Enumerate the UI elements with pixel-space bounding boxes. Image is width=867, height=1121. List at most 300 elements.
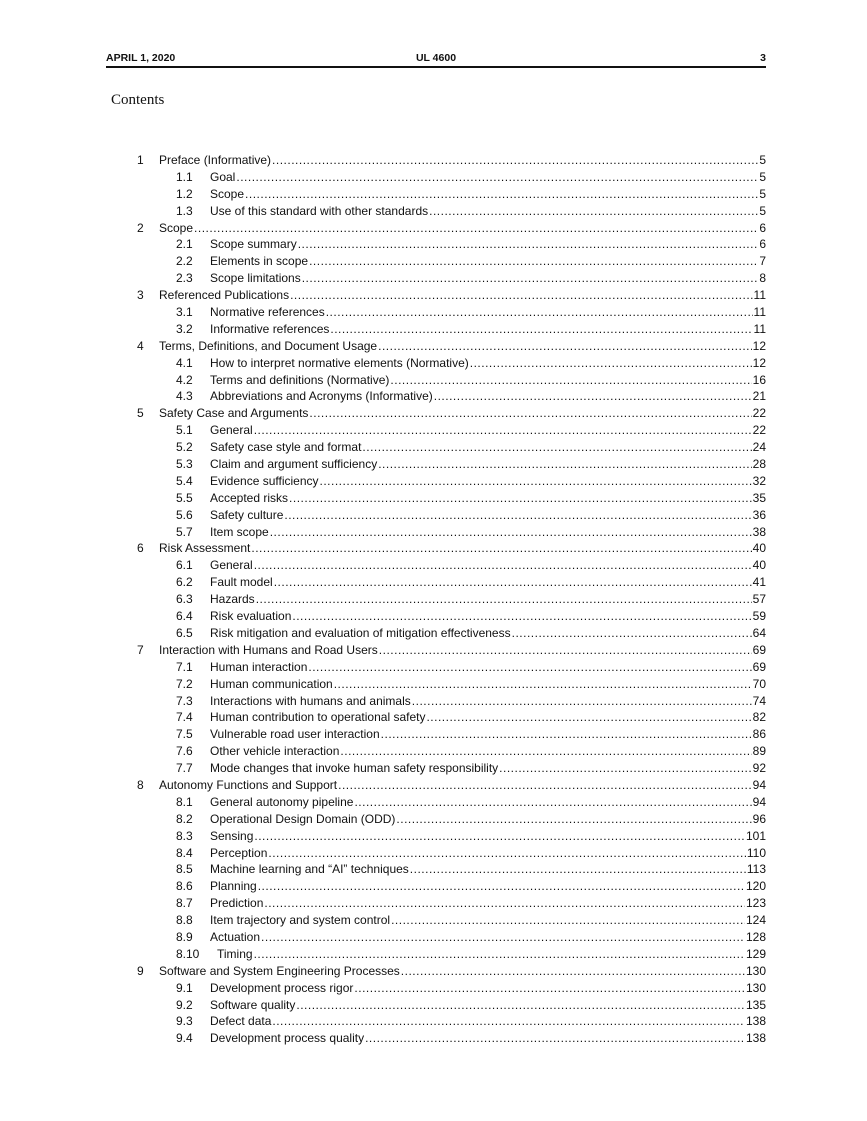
toc-subsection-row [0, 861, 867, 878]
toc-leader-dots [334, 676, 752, 693]
toc-page-number: 36 [752, 507, 766, 522]
toc-subsection-row [0, 388, 867, 405]
toc-page-number: 94 [752, 794, 766, 809]
toc-entry [159, 540, 766, 557]
toc-leader-dots [390, 372, 751, 389]
toc-page-number: 94 [752, 777, 766, 792]
toc-title: Claim and argument sufficiency [210, 457, 378, 472]
toc-page-number: 11 [753, 288, 766, 303]
toc-leader-dots [274, 574, 752, 591]
toc-subsection-row [0, 355, 867, 372]
toc-number: 9 [137, 963, 144, 978]
toc-title: Sensing [210, 828, 254, 843]
toc-page-number: 12 [752, 355, 766, 370]
toc-leader-dots [298, 236, 759, 253]
toc-leader-dots [261, 929, 745, 946]
toc-page-number: 5 [759, 169, 766, 184]
toc-title: Referenced Publications [159, 288, 290, 303]
toc-subsection-row [0, 946, 867, 963]
toc-number: 8 [137, 777, 144, 792]
toc-leader-dots [284, 507, 751, 524]
toc-number: 6.4 [176, 609, 193, 624]
toc-entry [210, 574, 766, 591]
toc-page-number: 64 [752, 625, 766, 640]
toc-entry [210, 355, 766, 372]
toc-number: 6.2 [176, 575, 193, 590]
toc-subsection-row [0, 1013, 867, 1030]
toc-title: Informative references [210, 321, 330, 336]
toc-page-number: 41 [752, 575, 766, 590]
toc-page-number: 128 [745, 929, 766, 944]
toc-section-row [0, 642, 867, 659]
toc-page-number: 92 [752, 761, 766, 776]
toc-page-number: 124 [745, 913, 766, 928]
toc-page-number: 129 [745, 946, 766, 961]
toc-page-number: 16 [752, 372, 766, 387]
toc-title: Mode changes that invoke human safety responsibility [210, 761, 499, 776]
toc-page-number: 5 [759, 186, 766, 201]
toc-entry [159, 338, 766, 355]
toc-subsection-row [0, 507, 867, 524]
toc-title: Normative references [210, 305, 325, 320]
toc-title: Prediction [210, 896, 264, 911]
toc-title: Safety culture [210, 507, 284, 522]
toc-title: Accepted risks [210, 490, 289, 505]
toc-page-number: 120 [745, 879, 766, 894]
toc-page-number: 40 [752, 558, 766, 573]
toc-number: 8.1 [176, 794, 193, 809]
toc-leader-dots [289, 490, 752, 507]
header-page-number: 3 [760, 52, 766, 64]
toc-title: Development process rigor [210, 980, 354, 995]
toc-title: Vulnerable road user interaction [210, 727, 380, 742]
toc-entry [159, 405, 766, 422]
toc-leader-dots [268, 845, 745, 862]
toc-page-number: 130 [745, 980, 766, 995]
toc-title: Preface (Informative) [159, 153, 272, 167]
toc-page-number: 8 [759, 271, 766, 286]
toc-title: Abbreviations and Acronyms (Informative) [210, 389, 433, 404]
toc-number: 5 [137, 406, 144, 421]
toc-number: 6 [137, 541, 144, 556]
table-of-contents [0, 152, 867, 1047]
toc-title: Planning [210, 879, 257, 894]
toc-number: 8.7 [176, 896, 193, 911]
toc-title: General autonomy pipeline [210, 794, 354, 809]
toc-entry [159, 287, 766, 304]
toc-title: Development process quality [210, 1031, 365, 1046]
toc-number: 5.1 [176, 423, 193, 438]
toc-entry [210, 507, 766, 524]
toc-number: 2.2 [176, 254, 193, 269]
toc-leader-dots [410, 861, 746, 878]
toc-subsection-row [0, 828, 867, 845]
toc-page-number: 35 [752, 490, 766, 505]
toc-section-row [0, 405, 867, 422]
toc-leader-dots [426, 709, 751, 726]
toc-section-row [0, 152, 867, 169]
toc-title: Perception [210, 845, 268, 860]
toc-leader-dots [254, 828, 745, 845]
toc-title: Use of this standard with other standards [210, 203, 429, 218]
toc-page-number: 69 [752, 642, 766, 657]
toc-page-number: 113 [746, 862, 766, 877]
toc-number: 4.1 [176, 355, 193, 370]
toc-entry [210, 321, 766, 338]
toc-leader-dots [236, 169, 758, 186]
toc-number: 8.10 [176, 946, 200, 961]
toc-subsection-row [0, 608, 867, 625]
toc-number: 4.2 [176, 372, 193, 387]
toc-entry [210, 608, 766, 625]
toc-entry [210, 726, 766, 743]
toc-number: 9.4 [176, 1031, 193, 1046]
toc-number: 7.3 [176, 693, 193, 708]
toc-leader-dots [470, 355, 752, 372]
toc-leader-dots [412, 693, 752, 710]
toc-page-number: 12 [752, 338, 766, 353]
toc-number: 7.4 [176, 710, 193, 725]
toc-entry [210, 760, 766, 777]
toc-entry [210, 456, 766, 473]
toc-page-number: 135 [745, 997, 766, 1012]
toc-entry [210, 693, 766, 710]
toc-page-number: 38 [752, 524, 766, 539]
toc-page-number: 32 [752, 473, 766, 488]
toc-subsection-row [0, 253, 867, 270]
toc-entry [210, 524, 766, 541]
toc-subsection-row [0, 743, 867, 760]
toc-title: Autonomy Functions and Support [159, 777, 338, 792]
toc-number: 9.1 [176, 980, 193, 995]
toc-subsection-row [0, 997, 867, 1014]
toc-entry [210, 743, 766, 760]
toc-entry [210, 422, 766, 439]
toc-leader-dots [354, 980, 745, 997]
toc-subsection-row [0, 693, 867, 710]
toc-leader-dots [309, 253, 758, 270]
toc-leader-dots [396, 811, 751, 828]
toc-entry [210, 203, 766, 220]
toc-subsection-row [0, 490, 867, 507]
contents-title: Contents [111, 92, 165, 108]
toc-subsection-row [0, 270, 867, 287]
toc-number: 5.5 [176, 490, 193, 505]
toc-title: Software quality [210, 997, 296, 1012]
toc-leader-dots [434, 388, 752, 405]
toc-entry [210, 625, 766, 642]
toc-entry [210, 980, 766, 997]
toc-title: Software and System Engineering Processes [159, 963, 400, 978]
toc-title: Interactions with humans and animals [210, 693, 411, 708]
toc-leader-dots [292, 608, 751, 625]
toc-entry [210, 253, 766, 270]
toc-number: 4.3 [176, 389, 193, 404]
toc-title: General [210, 558, 253, 573]
toc-entry [210, 811, 766, 828]
toc-title: Human interaction [210, 659, 308, 674]
toc-subsection-row [0, 895, 867, 912]
toc-number: 2.3 [176, 271, 193, 286]
toc-subsection-row [0, 1030, 867, 1047]
toc-leader-dots [270, 524, 752, 541]
toc-leader-dots [354, 794, 751, 811]
toc-page-number: 138 [745, 1014, 766, 1029]
toc-subsection-row [0, 676, 867, 693]
toc-title: Item trajectory and system control [210, 913, 391, 928]
toc-number: 8.4 [176, 845, 193, 860]
toc-page-number: 5 [759, 153, 766, 167]
toc-number: 3.2 [176, 321, 193, 336]
toc-title: Safety case style and format [210, 440, 362, 455]
toc-entry [159, 220, 766, 237]
toc-entry [210, 1030, 766, 1047]
toc-page-number: 82 [752, 710, 766, 725]
toc-leader-dots [340, 743, 751, 760]
toc-title: General [210, 423, 253, 438]
toc-title: Item scope [210, 524, 269, 539]
toc-leader-dots [254, 557, 752, 574]
toc-page-number: 110 [746, 845, 766, 860]
toc-leader-dots [391, 912, 745, 929]
toc-subsection-row [0, 845, 867, 862]
toc-title: Elements in scope [210, 254, 309, 269]
toc-leader-dots [381, 726, 752, 743]
toc-subsection-row [0, 473, 867, 490]
toc-entry [210, 828, 766, 845]
toc-number: 6.3 [176, 592, 193, 607]
toc-leader-dots [378, 338, 752, 355]
toc-subsection-row [0, 912, 867, 929]
toc-leader-dots [256, 591, 752, 608]
toc-number: 8.9 [176, 929, 193, 944]
toc-number: 5.3 [176, 457, 193, 472]
toc-title: Other vehicle interaction [210, 744, 340, 759]
toc-number: 1.1 [176, 169, 193, 184]
toc-entry [159, 963, 766, 980]
page-header [106, 52, 766, 68]
toc-title: Scope limitations [210, 271, 301, 286]
toc-page-number: 22 [752, 406, 766, 421]
toc-subsection-row [0, 574, 867, 591]
toc-subsection-row [0, 203, 867, 220]
toc-title: Human contribution to operational safety [210, 710, 426, 725]
toc-title: Risk evaluation [210, 609, 292, 624]
toc-page-number: 57 [752, 592, 766, 607]
toc-subsection-row [0, 591, 867, 608]
toc-entry [210, 861, 766, 878]
toc-entry [210, 997, 766, 1014]
toc-page-number: 74 [752, 693, 766, 708]
toc-title: Safety Case and Arguments [159, 406, 309, 421]
toc-subsection-row [0, 321, 867, 338]
toc-title: Scope summary [210, 237, 297, 252]
toc-subsection-row [0, 304, 867, 321]
toc-number: 7.5 [176, 727, 193, 742]
toc-leader-dots [272, 1013, 745, 1030]
toc-leader-dots [290, 287, 752, 304]
header-standard: UL 4600 [415, 52, 457, 64]
toc-page-number: 123 [745, 896, 766, 911]
toc-leader-dots [254, 422, 752, 439]
toc-subsection-row [0, 524, 867, 541]
toc-title: Operational Design Domain (ODD) [210, 811, 396, 826]
toc-leader-dots [258, 878, 745, 895]
toc-number: 8.5 [176, 862, 193, 877]
toc-number: 7 [137, 642, 144, 657]
toc-page-number: 21 [752, 389, 766, 404]
toc-title: Scope [159, 220, 194, 235]
toc-number: 9.2 [176, 997, 193, 1012]
toc-entry [159, 777, 766, 794]
header-date: APRIL 1, 2020 [106, 52, 176, 64]
toc-leader-dots [330, 321, 752, 338]
toc-page-number: 22 [752, 423, 766, 438]
toc-number: 7.6 [176, 744, 193, 759]
toc-leader-dots [326, 304, 753, 321]
toc-leader-dots [308, 659, 751, 676]
toc-leader-dots [251, 540, 751, 557]
toc-page-number: 24 [752, 440, 766, 455]
toc-leader-dots [379, 642, 752, 659]
toc-entry [210, 557, 766, 574]
toc-number: 6.5 [176, 625, 193, 640]
toc-entry [217, 946, 766, 963]
toc-entry [210, 659, 766, 676]
toc-leader-dots [254, 946, 745, 963]
toc-number: 7.2 [176, 676, 193, 691]
toc-entry [210, 439, 766, 456]
toc-entry [210, 372, 766, 389]
toc-page-number: 7 [759, 254, 766, 269]
toc-page-number: 59 [752, 609, 766, 624]
toc-title: Machine learning and “AI” techniques [210, 862, 409, 877]
toc-subsection-row [0, 659, 867, 676]
toc-entry [159, 152, 766, 169]
toc-title: Scope [210, 186, 245, 201]
toc-entry [210, 912, 766, 929]
toc-page-number: 138 [745, 1031, 766, 1046]
toc-page-number: 96 [752, 811, 766, 826]
toc-subsection-row [0, 709, 867, 726]
toc-section-row [0, 338, 867, 355]
toc-entry [210, 304, 766, 321]
toc-subsection-row [0, 794, 867, 811]
toc-number: 4 [137, 338, 144, 353]
toc-page-number: 6 [759, 237, 766, 252]
toc-entry [210, 845, 766, 862]
toc-entry [210, 676, 766, 693]
toc-leader-dots [512, 625, 752, 642]
toc-leader-dots [401, 963, 745, 980]
toc-title: Terms, Definitions, and Document Usage [159, 338, 378, 353]
toc-subsection-row [0, 236, 867, 253]
toc-section-row [0, 220, 867, 237]
toc-subsection-row [0, 760, 867, 777]
toc-subsection-row [0, 878, 867, 895]
toc-page-number: 5 [759, 203, 766, 218]
toc-number: 5.6 [176, 507, 193, 522]
toc-entry [210, 1013, 766, 1030]
toc-number: 1.2 [176, 186, 193, 201]
toc-entry [210, 591, 766, 608]
toc-entry [210, 388, 766, 405]
toc-title: Risk Assessment [159, 541, 251, 556]
toc-entry [210, 794, 766, 811]
toc-leader-dots [302, 270, 759, 287]
toc-number: 1 [137, 153, 144, 167]
toc-number: 3 [137, 288, 144, 303]
toc-entry [159, 642, 766, 659]
toc-title: Fault model [210, 575, 273, 590]
toc-page-number: 101 [745, 828, 766, 843]
toc-number: 7.7 [176, 761, 193, 776]
toc-page-number: 28 [752, 457, 766, 472]
toc-entry [210, 895, 766, 912]
toc-title: Defect data [210, 1014, 272, 1029]
toc-leader-dots [309, 405, 751, 422]
toc-subsection-row [0, 186, 867, 203]
toc-subsection-row [0, 422, 867, 439]
toc-number: 8.2 [176, 811, 193, 826]
toc-entry [210, 270, 766, 287]
toc-page-number: 69 [752, 659, 766, 674]
toc-section-row [0, 777, 867, 794]
toc-leader-dots [499, 760, 751, 777]
toc-page-number: 89 [752, 744, 766, 759]
toc-number: 7.1 [176, 659, 193, 674]
toc-number: 8.8 [176, 913, 193, 928]
toc-page-number: 70 [752, 676, 766, 691]
toc-leader-dots [264, 895, 745, 912]
toc-title: Evidence sufficiency [210, 473, 319, 488]
toc-leader-dots [362, 439, 751, 456]
toc-subsection-row [0, 456, 867, 473]
toc-title: Hazards [210, 592, 255, 607]
toc-subsection-row [0, 557, 867, 574]
toc-number: 1.3 [176, 203, 193, 218]
toc-entry [210, 473, 766, 490]
toc-number: 2.1 [176, 237, 193, 252]
toc-title: Human communication [210, 676, 333, 691]
toc-subsection-row [0, 439, 867, 456]
toc-number: 8.3 [176, 828, 193, 843]
toc-leader-dots [365, 1030, 745, 1047]
toc-leader-dots [320, 473, 752, 490]
toc-subsection-row [0, 169, 867, 186]
toc-subsection-row [0, 372, 867, 389]
toc-entry [210, 878, 766, 895]
toc-entry [210, 236, 766, 253]
toc-section-row [0, 540, 867, 557]
toc-title: Actuation [210, 929, 261, 944]
toc-page-number: 11 [753, 305, 766, 320]
toc-number: 5.7 [176, 524, 193, 539]
toc-entry [210, 709, 766, 726]
toc-title: Timing [217, 946, 253, 961]
toc-subsection-row [0, 726, 867, 743]
toc-number: 6.1 [176, 558, 193, 573]
toc-title: Risk mitigation and evaluation of mitigation effectiveness [210, 625, 511, 640]
toc-leader-dots [378, 456, 751, 473]
toc-leader-dots [194, 220, 758, 237]
toc-subsection-row [0, 980, 867, 997]
toc-number: 3.1 [176, 305, 193, 320]
toc-leader-dots [296, 997, 745, 1014]
toc-page-number: 86 [752, 727, 766, 742]
toc-title: Goal [210, 169, 236, 184]
toc-subsection-row [0, 811, 867, 828]
